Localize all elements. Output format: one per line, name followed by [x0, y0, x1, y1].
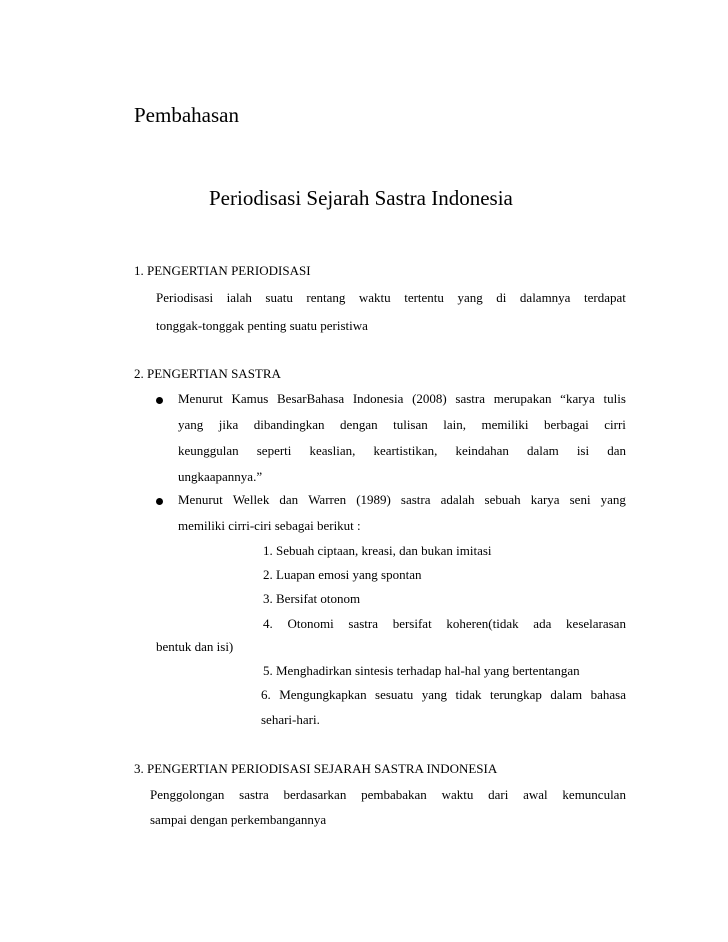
- word: Kamus: [231, 391, 269, 406]
- word: seperti: [256, 443, 292, 458]
- word: sebuah: [484, 492, 521, 507]
- word: ialah: [226, 290, 252, 305]
- word: di: [496, 290, 507, 305]
- bullet-2-line-1: [178, 492, 626, 508]
- list-item-5: 5. Menghadirkan sintesis terhadap hal-hal yang bertentangan: [263, 663, 580, 678]
- word: keaslian,: [309, 443, 356, 458]
- word: seni: [569, 492, 591, 507]
- word: dalamnya: [519, 290, 571, 305]
- word: BesarBahasa: [277, 391, 345, 406]
- word: tidak: [455, 687, 482, 702]
- word: dalam: [550, 687, 583, 702]
- list-item-1: 1. Sebuah ciptaan, kreasi, dan bukan imitasi: [263, 543, 492, 558]
- bullet-2-line-2: memiliki cirri-ciri sebagai berikut :: [178, 518, 361, 533]
- word: dalam: [526, 443, 559, 458]
- word: waktu: [358, 290, 391, 305]
- word: keindahan: [455, 443, 509, 458]
- word: tertentu: [404, 290, 444, 305]
- section-3-paragraph-line-2: sampai dengan perkembangannya: [150, 812, 327, 827]
- word: terungkap: [489, 687, 542, 702]
- word: Menurut: [178, 391, 223, 406]
- word: yang: [421, 687, 448, 702]
- word: berbagai: [543, 417, 589, 432]
- bullet-1-line-4: ungkaapannya.”: [178, 469, 263, 484]
- word: karya: [530, 492, 560, 507]
- word: (2008): [412, 391, 447, 406]
- word: Indonesia: [352, 391, 404, 406]
- word: (1989): [356, 492, 391, 507]
- word: sastra: [400, 492, 431, 507]
- word: Mengungkapkan: [279, 687, 367, 702]
- word: dari: [488, 787, 509, 802]
- list-item-3: 3. Bersifat otonom: [263, 591, 361, 606]
- word: keselarasan: [566, 616, 626, 631]
- word: memiliki: [481, 417, 529, 432]
- section-1-paragraph-line-1: [156, 290, 626, 306]
- list-item-2: 2. Luapan emosi yang spontan: [263, 567, 422, 582]
- section-1-paragraph-line-2: tonggak-tonggak penting suatu peristiwa: [156, 318, 368, 333]
- bullet-icon: [156, 397, 163, 404]
- document-title: Periodisasi Sejarah Sastra Indonesia: [209, 186, 513, 210]
- word: Penggolongan: [150, 787, 225, 802]
- word: keunggulan: [178, 443, 239, 458]
- word: dan: [279, 492, 299, 507]
- word: berdasarkan: [283, 787, 347, 802]
- word: adalah: [440, 492, 475, 507]
- word: dengan: [340, 417, 378, 432]
- word: merupakan: [493, 391, 552, 406]
- word: Periodisasi: [156, 290, 214, 305]
- section-1-heading: 1. PENGERTIAN PERIODISASI: [134, 263, 311, 278]
- word: sastra: [348, 616, 378, 631]
- bullet-1-line-1: [178, 391, 626, 407]
- word: bersifat: [392, 616, 432, 631]
- bullet-1-line-2: [178, 417, 626, 433]
- word: yang: [178, 417, 204, 432]
- word: kemunculan: [562, 787, 626, 802]
- word: Menurut: [178, 492, 223, 507]
- word: suatu: [265, 290, 293, 305]
- bullet-1-line-3: [178, 443, 626, 459]
- list-item-6-continuation: sehari-hari.: [261, 712, 320, 727]
- bullet-icon: [156, 498, 163, 505]
- word: cirri: [604, 417, 626, 432]
- word: sastra: [239, 787, 269, 802]
- word: koheren(tidak: [446, 616, 519, 631]
- word: dan: [607, 443, 626, 458]
- word: dibandingkan: [253, 417, 325, 432]
- word: sastra: [455, 391, 486, 406]
- word: yang: [600, 492, 626, 507]
- section-2-heading: 2. PENGERTIAN SASTRA: [134, 366, 281, 381]
- word: pembabakan: [361, 787, 427, 802]
- word: 4.: [263, 616, 273, 631]
- word: tulis: [603, 391, 626, 406]
- word: awal: [523, 787, 548, 802]
- word: jika: [218, 417, 239, 432]
- section-3-heading: 3. PENGERTIAN PERIODISASI SEJARAH SASTRA INDONESIA: [134, 761, 498, 776]
- word: lain,: [443, 417, 467, 432]
- word: “karya: [560, 391, 595, 406]
- word: waktu: [441, 787, 474, 802]
- section-3-paragraph-line-1: [150, 787, 626, 803]
- word: isi: [576, 443, 590, 458]
- word: Warren: [308, 492, 347, 507]
- word: tulisan: [393, 417, 428, 432]
- word: keartistikan,: [373, 443, 438, 458]
- list-item-4: [263, 616, 626, 632]
- word: Wellek: [232, 492, 270, 507]
- list-item-4-continuation: bentuk dan isi): [156, 639, 234, 654]
- word: sesuatu: [375, 687, 414, 702]
- word: Otonomi: [287, 616, 334, 631]
- word: bahasa: [590, 687, 626, 702]
- word: rentang: [306, 290, 346, 305]
- page-heading: Pembahasan: [134, 103, 239, 127]
- list-item-6: [261, 687, 626, 703]
- word: 6.: [261, 687, 271, 702]
- word: terdapat: [584, 290, 626, 305]
- word: yang: [457, 290, 483, 305]
- word: ada: [533, 616, 552, 631]
